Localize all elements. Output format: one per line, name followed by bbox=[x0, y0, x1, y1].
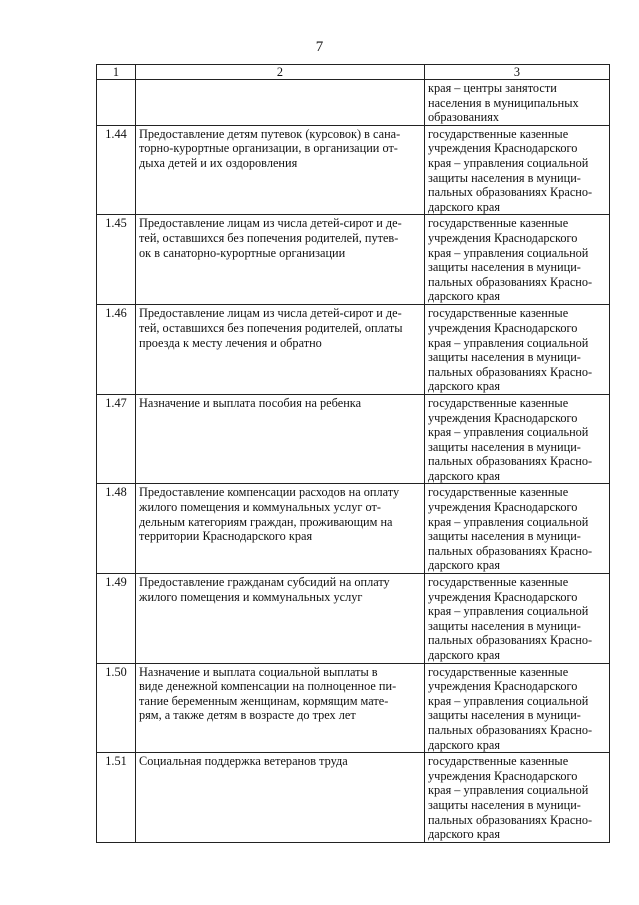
provider-line: защиты населения в муници- bbox=[428, 529, 581, 544]
provider-line: дарского края bbox=[428, 827, 501, 842]
service-name-line: Предоставление лицам из числа детей-сирот и де- bbox=[139, 216, 402, 231]
provider-line: защиты населения в муници- bbox=[428, 439, 581, 454]
service-name-line: Предоставление гражданам субсидий на оплату bbox=[139, 575, 390, 590]
service-name-line: тание беременным женщинам, кормящим мате- bbox=[139, 693, 389, 708]
provider-line: края – управления социальной bbox=[428, 425, 589, 440]
service-name-line: жилого помещения и коммунальных услуг bbox=[139, 589, 363, 604]
service-name-line: дельным категориям граждан, проживающим на bbox=[139, 514, 393, 529]
service-name-cell bbox=[136, 80, 425, 126]
service-name-line: тей, оставшихся без попечения родителей, путев- bbox=[139, 230, 399, 245]
provider-line: дарского края bbox=[428, 289, 501, 304]
provider-cell bbox=[425, 484, 610, 574]
row-number: 1.47 bbox=[97, 394, 136, 484]
row-number: 1.49 bbox=[97, 574, 136, 664]
service-name-cell bbox=[136, 305, 425, 395]
service-name-cell bbox=[136, 484, 425, 574]
service-name-line: тей, оставшихся без попечения родителей, оплаты bbox=[139, 320, 403, 335]
column-header-3: 3 bbox=[425, 65, 610, 80]
provider-line: края – управления социальной bbox=[428, 693, 589, 708]
provider-line: защиты населения в муници- bbox=[428, 797, 581, 812]
table-row bbox=[97, 125, 610, 215]
service-name-line: Назначение и выплата пособия на ребенка bbox=[139, 395, 362, 410]
provider-line: края – управления социальной bbox=[428, 604, 589, 619]
table-row bbox=[97, 663, 610, 753]
provider-line: пальных образованиях Красно- bbox=[428, 454, 593, 469]
provider-line: пальных образованиях Красно- bbox=[428, 543, 593, 558]
provider-line: края – управления социальной bbox=[428, 155, 589, 170]
provider-line: пальных образованиях Красно- bbox=[428, 185, 593, 200]
provider-line: защиты населения в муници- bbox=[428, 170, 581, 185]
provider-line: государственные казенные bbox=[428, 664, 569, 679]
column-header-1: 1 bbox=[97, 65, 136, 80]
provider-line: дарского края bbox=[428, 379, 501, 394]
provider-line: края – управления социальной bbox=[428, 245, 589, 260]
provider-line: пальных образованиях Красно- bbox=[428, 364, 593, 379]
service-name-line: рям, а также детям в возрасте до трех лет bbox=[139, 708, 356, 723]
provider-line: дарского края bbox=[428, 199, 501, 214]
row-number: 1.44 bbox=[97, 125, 136, 215]
table-row bbox=[97, 574, 610, 664]
provider-line: государственные казенные bbox=[428, 575, 569, 590]
provider-line: государственные казенные bbox=[428, 216, 569, 231]
provider-cell bbox=[425, 394, 610, 484]
provider-line: края – центры занятости bbox=[428, 81, 557, 95]
service-name-line: Предоставление компенсации расходов на оплату bbox=[139, 485, 400, 500]
provider-line: государственные казенные bbox=[428, 306, 569, 321]
provider-line: дарского края bbox=[428, 737, 501, 752]
provider-line: государственные казенные bbox=[428, 754, 569, 769]
provider-line: пальных образованиях Красно- bbox=[428, 812, 593, 827]
provider-cell bbox=[425, 753, 610, 843]
provider-line: учреждения Краснодарского bbox=[428, 589, 578, 604]
service-name-line: Предоставление лицам из числа детей-сирот и де- bbox=[139, 306, 402, 321]
services-table bbox=[96, 64, 610, 843]
provider-line: края – управления социальной bbox=[428, 335, 589, 350]
service-name-cell bbox=[136, 574, 425, 664]
row-number: 1.50 bbox=[97, 663, 136, 753]
service-name-line: ок в санаторно-курортные организации bbox=[139, 245, 346, 260]
service-name-line: виде денежной компенсации на полноценное пи- bbox=[139, 679, 397, 694]
service-name-line: проезда к месту лечения и обратно bbox=[139, 335, 322, 350]
service-name-cell bbox=[136, 753, 425, 843]
provider-line: защиты населения в муници- bbox=[428, 708, 581, 723]
row-number: 1.51 bbox=[97, 753, 136, 843]
provider-line: дарского края bbox=[428, 468, 501, 483]
provider-line: пальных образованиях Красно- bbox=[428, 722, 593, 737]
service-name-cell bbox=[136, 663, 425, 753]
provider-line: края – управления социальной bbox=[428, 514, 589, 529]
provider-line: учреждения Краснодарского bbox=[428, 500, 578, 515]
table-row bbox=[97, 80, 610, 126]
provider-line: учреждения Краснодарского bbox=[428, 768, 578, 783]
provider-line: дарского края bbox=[428, 558, 501, 573]
provider-line: учреждения Краснодарского bbox=[428, 230, 578, 245]
provider-line: учреждения Краснодарского bbox=[428, 141, 578, 156]
table-row bbox=[97, 394, 610, 484]
provider-cell bbox=[425, 305, 610, 395]
column-header-2: 2 bbox=[136, 65, 425, 80]
table-body bbox=[97, 65, 610, 843]
provider-line: пальных образованиях Красно- bbox=[428, 274, 593, 289]
service-name-line: жилого помещения и коммунальных услуг от- bbox=[139, 500, 381, 515]
provider-line: пальных образованиях Красно- bbox=[428, 633, 593, 648]
provider-cell bbox=[425, 574, 610, 664]
provider-line: образованиях bbox=[428, 110, 500, 125]
provider-line: защиты населения в муници- bbox=[428, 350, 581, 365]
provider-line: населения в муниципальных bbox=[428, 95, 579, 110]
provider-line: государственные казенные bbox=[428, 126, 569, 141]
provider-cell bbox=[425, 125, 610, 215]
provider-line: государственные казенные bbox=[428, 395, 569, 410]
provider-line: края – управления социальной bbox=[428, 783, 589, 798]
table-row bbox=[97, 753, 610, 843]
page-number: 7 bbox=[315, 39, 324, 55]
provider-line: учреждения Краснодарского bbox=[428, 320, 578, 335]
service-name-cell bbox=[136, 125, 425, 215]
provider-line: учреждения Краснодарского bbox=[428, 679, 578, 694]
provider-cell bbox=[425, 215, 610, 305]
provider-cell bbox=[425, 663, 610, 753]
service-name-cell bbox=[136, 394, 425, 484]
row-number: 1.48 bbox=[97, 484, 136, 574]
service-name-line: территории Краснодарского края bbox=[139, 529, 313, 544]
service-name-line: Социальная поддержка ветеранов труда bbox=[139, 754, 348, 769]
row-number: 1.46 bbox=[97, 305, 136, 395]
service-name-cell bbox=[136, 215, 425, 305]
provider-line: учреждения Краснодарского bbox=[428, 410, 578, 425]
table-header-row bbox=[97, 65, 610, 80]
service-name-line: Назначение и выплата социальной выплаты в bbox=[139, 664, 378, 679]
row-number bbox=[97, 80, 136, 126]
provider-cell bbox=[425, 80, 610, 126]
service-name-line: дыха детей и их оздоровления bbox=[139, 155, 298, 170]
row-number: 1.45 bbox=[97, 215, 136, 305]
provider-line: государственные казенные bbox=[428, 485, 569, 500]
service-name-line: Предоставление детям путевок (курсовок) в сана- bbox=[139, 126, 401, 141]
provider-line: защиты населения в муници- bbox=[428, 618, 581, 633]
table-row bbox=[97, 215, 610, 305]
service-name-line: торно-курортные организации, в организации от- bbox=[139, 141, 398, 156]
table-row bbox=[97, 305, 610, 395]
provider-line: дарского края bbox=[428, 648, 501, 662]
provider-line: защиты населения в муници- bbox=[428, 260, 581, 275]
table-row bbox=[97, 484, 610, 574]
